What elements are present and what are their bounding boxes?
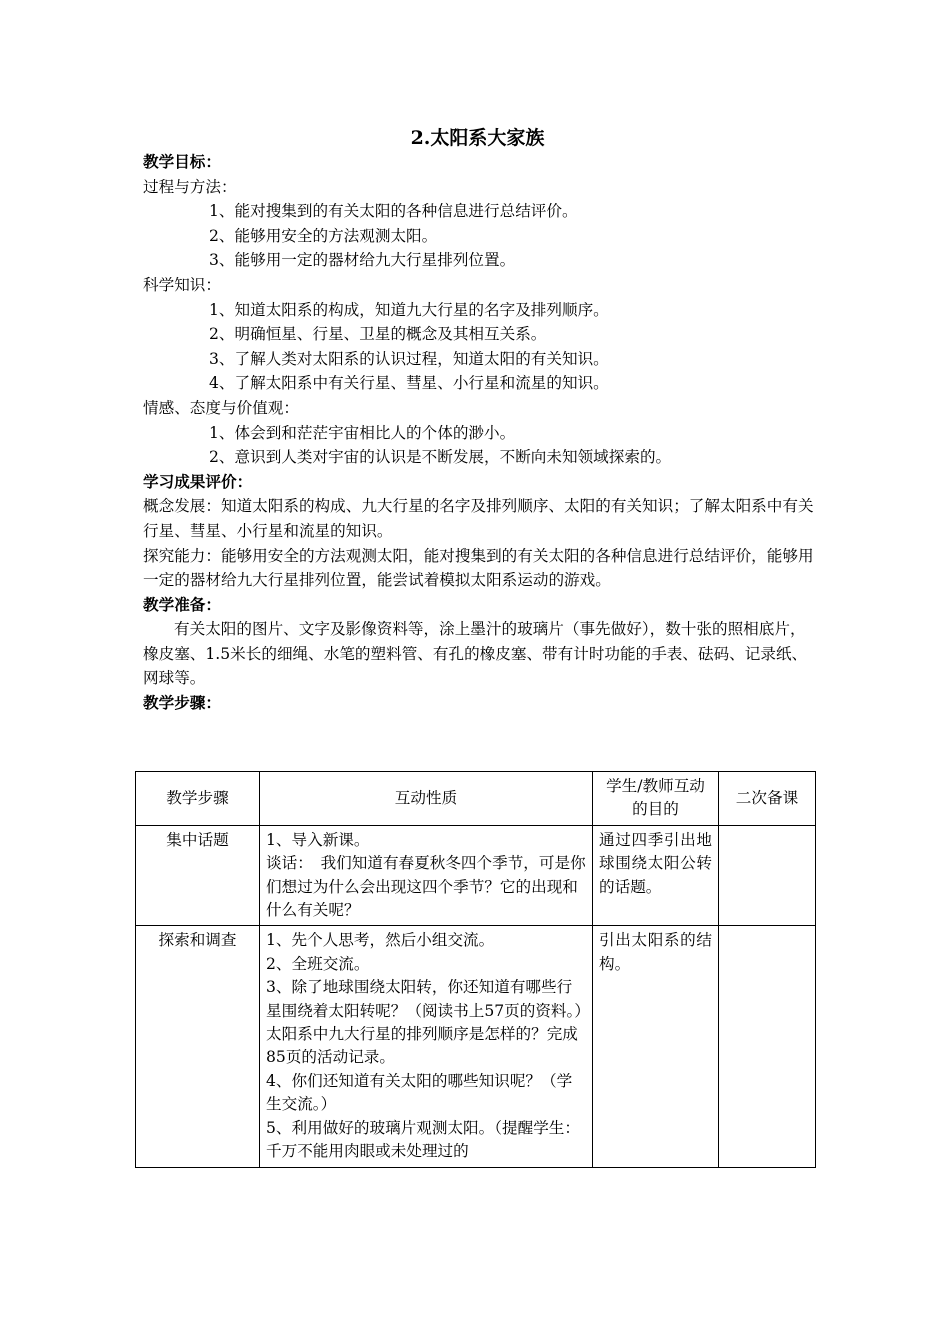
objectives-heading: 教学目标：	[143, 152, 221, 171]
interaction-line: 5、利用做好的玻璃片观测太阳。（提醒学生：千万不能用肉眼或未处理过的	[266, 1118, 580, 1161]
interaction-line: 3、除了地球围绕太阳转，你还知道有哪些行星围绕着太阳转呢？（阅读书上57页的资料。）	[266, 978, 590, 1020]
interaction-cell	[260, 926, 593, 1167]
knowledge-item: 4、了解太阳系中有关行星、彗星、小行星和流星的知识。	[209, 374, 609, 393]
table-row	[136, 926, 816, 1167]
attitude-label: 情感、态度与价值观：	[143, 398, 299, 417]
interaction-line: 谈话： 我们知道有春夏秋冬四个季节，可是你们想过为什么会出现这四个季节？它的出现和什么有关呢？	[266, 854, 586, 920]
column-header: 教学步骤	[136, 772, 260, 826]
preparation-heading: 教学准备：	[143, 594, 221, 614]
evaluation-heading: 学习成果评价：	[143, 471, 253, 491]
interaction-line: 4、你们还知道有关太阳的哪些知识呢？（学生交流。）	[266, 1071, 573, 1114]
column-header: 二次备课	[719, 772, 816, 826]
process-label: 过程与方法：	[143, 177, 237, 196]
purpose-cell: 引出太阳系的结构。	[593, 926, 719, 1167]
knowledge-item: 3、了解人类对太阳系的认识过程，知道太阳的有关知识。	[209, 349, 609, 368]
preparation-text: 有关太阳的图片、文字及影像资料等，涂上墨汁的玻璃片（事先做好），数十张的照相底片，橡皮塞、1.5米长的细绳、水笔的塑料管、有孔的橡皮塞、带有计时功能的手表、砝码、记录纸、网球等。	[143, 620, 808, 688]
attitude-item: 1、体会到和茫茫宇宙相比人的个体的渺小。	[209, 423, 516, 442]
interaction-line: 1、导入新课。	[266, 830, 370, 849]
purpose-cell: 通过四季引出地球围绕太阳公转的话题。	[593, 825, 719, 926]
notes-cell	[719, 926, 816, 1167]
interaction-line: 1、先个人思考，然后小组交流。	[266, 931, 495, 950]
document-body	[143, 150, 815, 716]
process-item: 2、能够用安全的方法观测太阳。	[209, 226, 438, 245]
teaching-steps-table	[135, 771, 816, 1168]
step-name-cell: 探索和调查	[136, 926, 260, 1167]
knowledge-label: 科学知识：	[143, 275, 221, 294]
process-item: 3、能够用一定的器材给九大行星排列位置。	[209, 251, 516, 270]
knowledge-item: 2、明确恒星、行星、卫星的概念及其相互关系。	[209, 325, 547, 344]
evaluation-inquiry: 探究能力：能够用安全的方法观测太阳，能对搜集到的有关太阳的各种信息进行总结评价，能够用一定的器材给九大行星排列位置，能尝试着模拟太阳系运动的游戏。	[143, 546, 814, 590]
document-title: 2.太阳系大家族	[410, 127, 545, 149]
process-item: 1、能对搜集到的有关太阳的各种信息进行总结评价。	[209, 202, 578, 221]
interaction-line: 2、全班交流。	[266, 954, 370, 973]
attitude-item: 2、意识到人类对宇宙的认识是不断发展，不断向未知领域探索的。	[209, 448, 672, 467]
table-row	[136, 825, 816, 926]
steps-heading: 教学步骤：	[143, 693, 221, 713]
knowledge-item: 1、知道太阳系的构成，知道九大行星的名字及排列顺序。	[209, 300, 609, 319]
interaction-line: 太阳系中九大行星的排列顺序是怎样的？完成85页的活动记录。	[266, 1025, 578, 1067]
interaction-cell	[260, 825, 593, 926]
step-name-cell: 集中话题	[136, 825, 260, 926]
evaluation-concept: 概念发展：知道太阳系的构成、九大行星的名字及排列顺序、太阳的有关知识；了解太阳系中有关行星、彗星、小行星和流星的知识。	[143, 497, 814, 540]
notes-cell	[719, 825, 816, 926]
table-header-row	[136, 772, 816, 826]
column-header: 学生/教师互动的目的	[593, 772, 719, 826]
column-header: 互动性质	[260, 772, 593, 826]
